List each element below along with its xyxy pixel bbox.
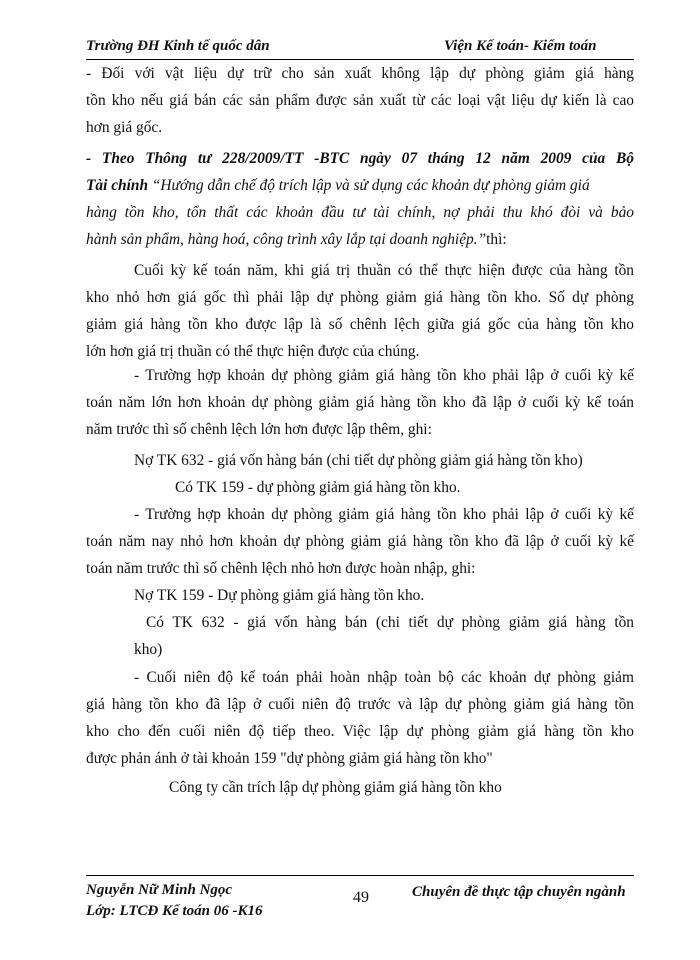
circular-name-part-1: “Hướng dẫn chế độ trích lập và sử dụng các khoản dự phòng giảm giá (148, 177, 590, 194)
p6-line-3: kho cho đến cuối niên độ tiếp theo. Việc lập dự phòng giảm giá hàng tồn kho (86, 723, 634, 740)
p3-line-1: Cuối kỳ kế toán năm, khi giá trị thuần có thể thực hiện được của hàng tồn (134, 262, 634, 279)
footer-report-title: Chuyên đề thực tập chuyên ngành (412, 884, 626, 900)
circular-tail: thì: (486, 231, 507, 248)
p4-line-3: năm trước thì số chênh lệch lớn hơn được lập thêm, ghi: (86, 421, 432, 438)
p6-line-2: giá hàng tồn kho đã lập ở cuối niên độ trước và lập dự phòng giảm giá hàng tồn (86, 696, 634, 713)
p6-line-1: - Cuối niên độ kế toán phải hoàn nhập toàn bộ các khoản dự phòng giảm (134, 669, 634, 686)
p7: Công ty cần trích lập dự phòng giảm giá hàng tồn kho (169, 779, 502, 796)
p5-line-2: toán năm nay nhỏ hơn khoản dự phòng giảm giá hàng tồn kho đã lập ở cuối kỳ kế (86, 533, 634, 550)
p3-line-4: lớn hơn giá trị thuần có thể thực hiện được của chúng. (86, 343, 420, 360)
p1-line-1: - Đối với vật liệu dự trữ cho sản xuất không lập dự phòng giảm giá hàng (86, 65, 634, 82)
entry2-credit-line-1: Có TK 632 - giá vốn hàng bán (chi tiết dự phòng giảm giá hàng tồn (146, 614, 634, 631)
circular-issuer: Tài chính (86, 177, 149, 194)
footer-author: Nguyễn Nữ Minh Ngọc (86, 882, 233, 898)
p1-line-3: hơn giá gốc. (86, 119, 163, 136)
p3-line-3: giảm giá hàng tồn kho được lập là số chênh lệch giữa giá gốc của hàng tồn kho (86, 316, 634, 333)
header-school: Trường ĐH Kinh tế quốc dân (86, 38, 270, 54)
p5-line-1: - Trường hợp khoản dự phòng giảm giá hàng tồn kho phải lập ở cuối kỳ kế (134, 506, 634, 523)
page-number: 49 (353, 889, 369, 906)
circular-title-line-2 (86, 172, 634, 199)
entry1-credit: Có TK 159 - dự phòng giảm giá hàng tồn kho. (175, 479, 461, 496)
entry2-credit-line-2: kho) (134, 641, 163, 658)
p4-line-2: toán năm lớn hơn khoản dự phòng giảm giá hàng tồn kho đã lập ở cuối kỳ kế toán (86, 394, 634, 411)
footer-rule (86, 875, 634, 876)
header-institute: Viện Kế toán- Kiểm toán (444, 38, 597, 54)
circular-name-line-3: hàng tồn kho, tổn thất các khoản đầu tư tài chính, nợ phải thu khó đòi và bảo (86, 204, 634, 221)
circular-name-part-end: hành sản phẩm, hàng hoá, công trình xây lắp tại doanh nghiệp.” (86, 231, 487, 248)
p3-line-2: kho nhỏ hơn giá gốc thì phải lập dự phòng giảm giá hàng tồn kho. Số dự phòng (86, 289, 634, 306)
p5-line-3: toán năm trước thì số chênh lệch nhỏ hơn được hoàn nhập, ghi: (86, 560, 476, 577)
p6-line-4: được phản ánh ở tài khoản 159 "dự phòng giảm giá hàng tồn kho" (86, 750, 493, 767)
entry1-debit: Nợ TK 632 - giá vốn hàng bán (chi tiết dự phòng giảm giá hàng tồn kho) (134, 452, 583, 469)
entry2-debit: Nợ TK 159 - Dự phòng giảm giá hàng tồn kho. (134, 587, 425, 604)
footer-class: Lớp: LTCĐ Kế toán 06 -K16 (86, 903, 263, 919)
circular-name-line-4 (86, 226, 634, 253)
p4-line-1: - Trường hợp khoản dự phòng giảm giá hàng tồn kho phải lập ở cuối kỳ kế (134, 367, 634, 384)
p1-line-2: tồn kho nếu giá bán các sản phẩm được sản xuất từ các loại vật liệu dự kiến là cao (86, 92, 634, 109)
circular-title-line-1: - Theo Thông tư 228/2009/TT -BTC ngày 07 tháng 12 năm 2009 của Bộ (86, 150, 634, 167)
